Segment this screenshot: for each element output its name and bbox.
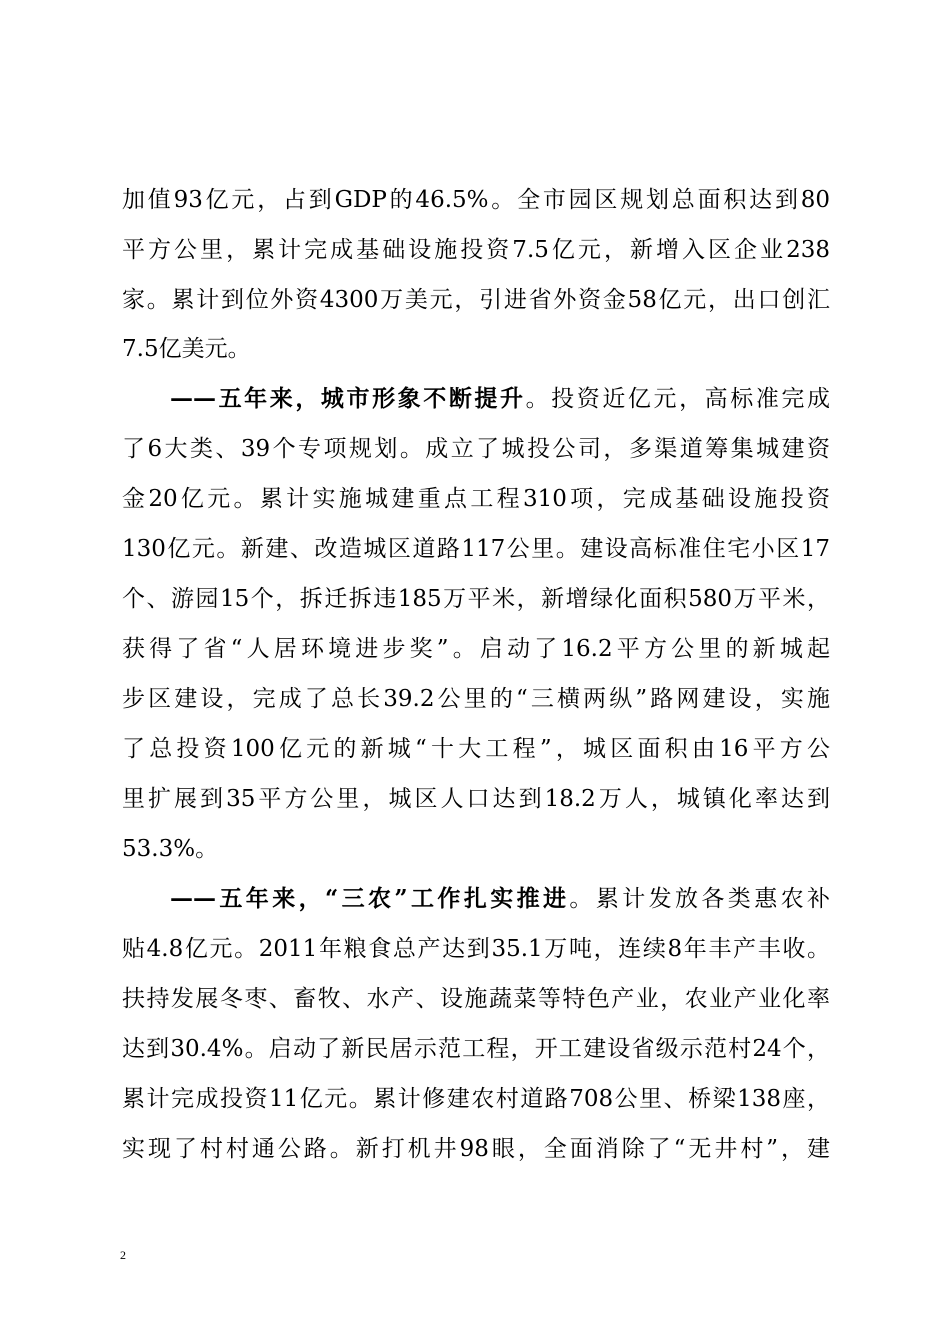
text-line: 累计完成投资11亿元。累计修建农村道路708公里、桥梁138座， — [122, 1086, 830, 1112]
text-line: 贴4.8亿元。2011年粮食总产达到35.1万吨，连续8年丰产丰收。 — [122, 936, 830, 962]
text-line: 步区建设，完成了总长39.2公里的“三横两纵”路网建设，实施 — [122, 686, 830, 712]
text-line: 53.3%。 — [122, 836, 219, 862]
paragraph-heading-line — [170, 884, 830, 914]
paragraph-heading-line — [170, 384, 830, 414]
text-line: 里扩展到35平方公里，城区人口达到18.2万人，城镇化率达到 — [122, 786, 830, 812]
text-line: 个、游园15个，拆迁拆违185万平米，新增绿化面积580万平米， — [122, 586, 830, 612]
text-line: 加值93亿元，占到GDP的46.5%。全市园区规划总面积达到80 — [122, 187, 830, 213]
page-number: 2 — [120, 1248, 126, 1262]
text-line: 达到30.4%。启动了新民居示范工程，开工建设省级示范村24个， — [122, 1036, 830, 1062]
section-heading-agriculture: ——五年来，“三农”工作扎实推进 — [170, 885, 570, 912]
text-span: 。投资近亿元，高标准完成 — [525, 386, 831, 412]
text-line: 130亿元。新建、改造城区道路117公里。建设高标准住宅小区17 — [122, 536, 830, 562]
text-line: 获得了省“人居环境进步奖”。启动了16.2平方公里的新城起 — [122, 636, 830, 662]
text-line: 了总投资100亿元的新城“十大工程”，城区面积由16平方公 — [122, 736, 830, 762]
text-span: 。累计发放各类惠农补 — [569, 886, 830, 912]
text-line: 家。累计到位外资4300万美元，引进省外资金58亿元，出口创汇 — [122, 287, 830, 313]
text-line: 实现了村村通公路。新打机井98眼，全面消除了“无井村”，建 — [122, 1136, 830, 1162]
text-line: 了6大类、39个专项规划。成立了城投公司，多渠道筹集城建资 — [122, 436, 830, 462]
text-line: 金20亿元。累计实施城建重点工程310项，完成基础设施投资 — [122, 486, 830, 512]
section-heading-city-image: ——五年来，城市形象不断提升 — [170, 385, 526, 412]
text-line: 平方公里，累计完成基础设施投资7.5亿元，新增入区企业238 — [122, 237, 830, 263]
text-line: 扶持发展冬枣、畜牧、水产、设施蔬菜等特色产业，农业产业化率 — [122, 986, 830, 1012]
text-line: 7.5亿美元。 — [122, 336, 251, 362]
